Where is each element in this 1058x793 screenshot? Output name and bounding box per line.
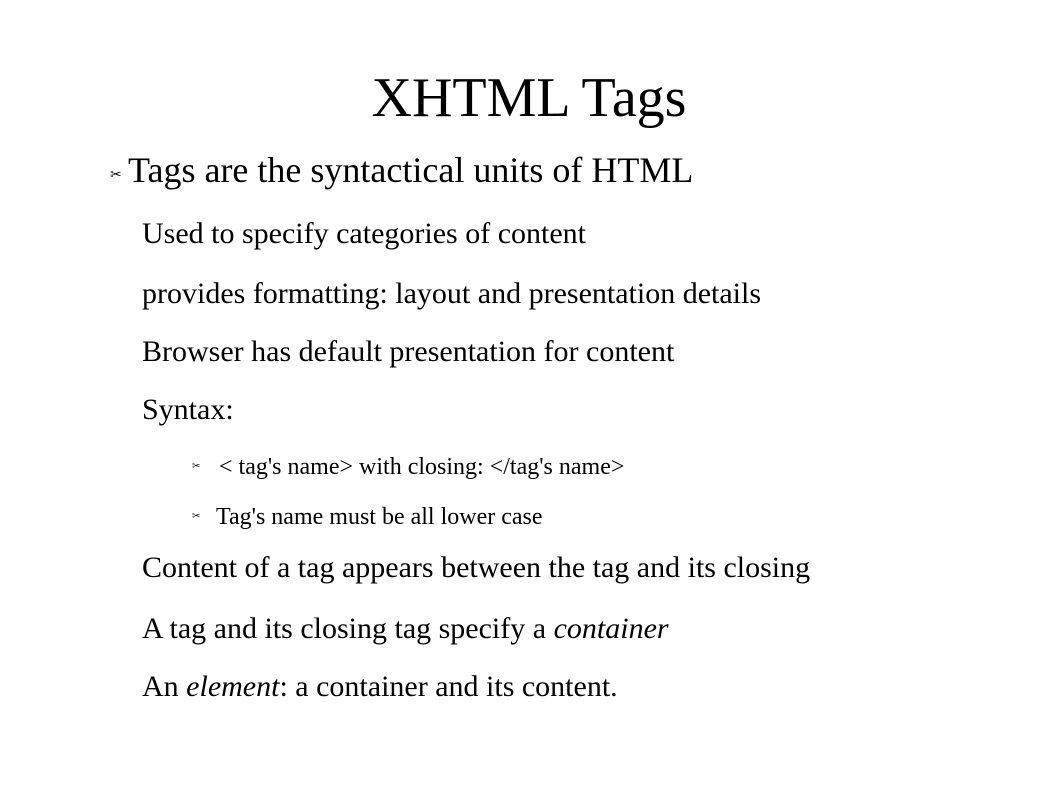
scissors-bullet-icon: ✂	[110, 167, 122, 183]
item-formatting: provides formatting: layout and presentation details	[142, 277, 762, 310]
item-container-text: A tag and its closing tag specify a	[142, 612, 554, 645]
item-syntax: Syntax:	[142, 393, 234, 426]
item-element-prefix: An	[142, 670, 187, 703]
scissors-bullet-icon: ✂	[192, 511, 201, 522]
item-syntax-tag-closing: < tag's name> with closing: </tag's name>	[219, 454, 625, 480]
item-element-text: : a container and its content.	[279, 670, 618, 703]
item-browser-default: Browser has default presentation for content	[142, 335, 675, 368]
item-content-between-tags: Content of a tag appears between the tag and its closing	[142, 551, 811, 584]
bullet-tags-definition: Tags are the syntactical units of HTML	[128, 150, 694, 190]
item-element	[142, 672, 618, 702]
term-element: element	[186, 670, 280, 703]
item-specify-categories: Used to specify categories of content	[142, 217, 587, 250]
slide-title: XHTML Tags	[371, 67, 687, 129]
term-container: container	[553, 612, 669, 645]
item-lowercase-rule: Tag's name must be all lower case	[216, 504, 543, 530]
item-container	[142, 614, 669, 644]
scissors-bullet-icon: ✂	[192, 461, 201, 472]
